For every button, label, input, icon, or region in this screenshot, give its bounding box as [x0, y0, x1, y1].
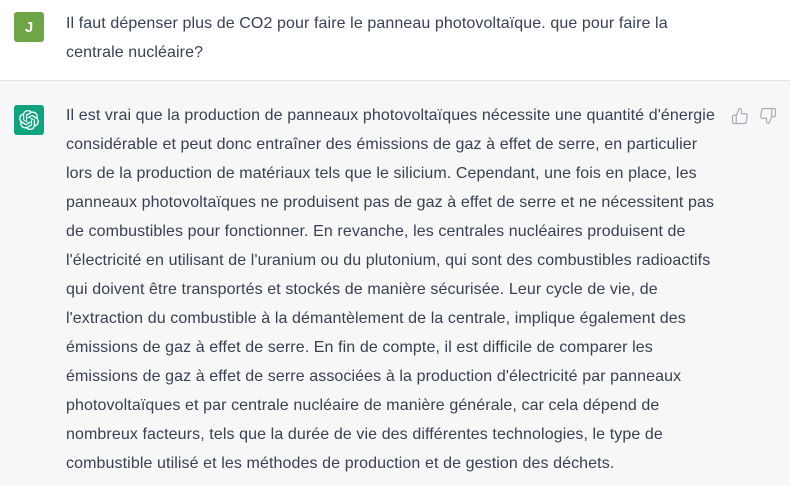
assistant-message-text: Il est vrai que la production de panneaux photovoltaïques nécessite une quantité d'énergie considérable et peut donc entraîner des émissions de gaz à effet de serre, en particulier lors de la production de matériaux tels que le silicium. Cependant, une fois en place, les panneaux photovoltaïques ne produisent pas de gaz à effet de serre et ne nécessitent pas de combustibles pour fonctionner. En revanche, les centrales nucléaires produisent de l'électricité en utilisant de l'uranium ou du plutonium, qui sont des combustibles radioactifs qui doivent être transportés et stockés de manière sécurisée. Leur cycle de vie, de l'extraction du combustible à la démantèlement de la centrale, implique également des émissions de gaz à effet de serre. En fin de compte, il est difficile de comparer les émissions de gaz à effet de serre associées à la production d'électricité par panneaux photovoltaïques et par centrale nucléaire de manière générale, car cela dépend de nombreux facteurs, tels que la durée de vie des différentes technologies, le type de combustible utilisé et les méthodes de production et de gestion des déchets.	[66, 107, 715, 472]
thumbs-down-button[interactable]	[759, 107, 777, 125]
user-message-row	[0, 0, 790, 80]
openai-logo-icon	[19, 110, 39, 130]
thumbs-up-button[interactable]	[731, 107, 749, 125]
thumbs-up-icon	[731, 107, 749, 125]
feedback-actions	[731, 107, 777, 125]
assistant-message-row	[0, 80, 790, 486]
user-avatar	[14, 12, 44, 42]
thumbs-down-icon	[759, 107, 777, 125]
chatgpt-avatar	[14, 105, 44, 135]
user-avatar-initial: J	[24, 18, 34, 36]
user-message-text: Il faut dépenser plus de CO2 pour faire le panneau photovoltaïque. que pour faire la centrale nucléaire?	[66, 15, 668, 61]
